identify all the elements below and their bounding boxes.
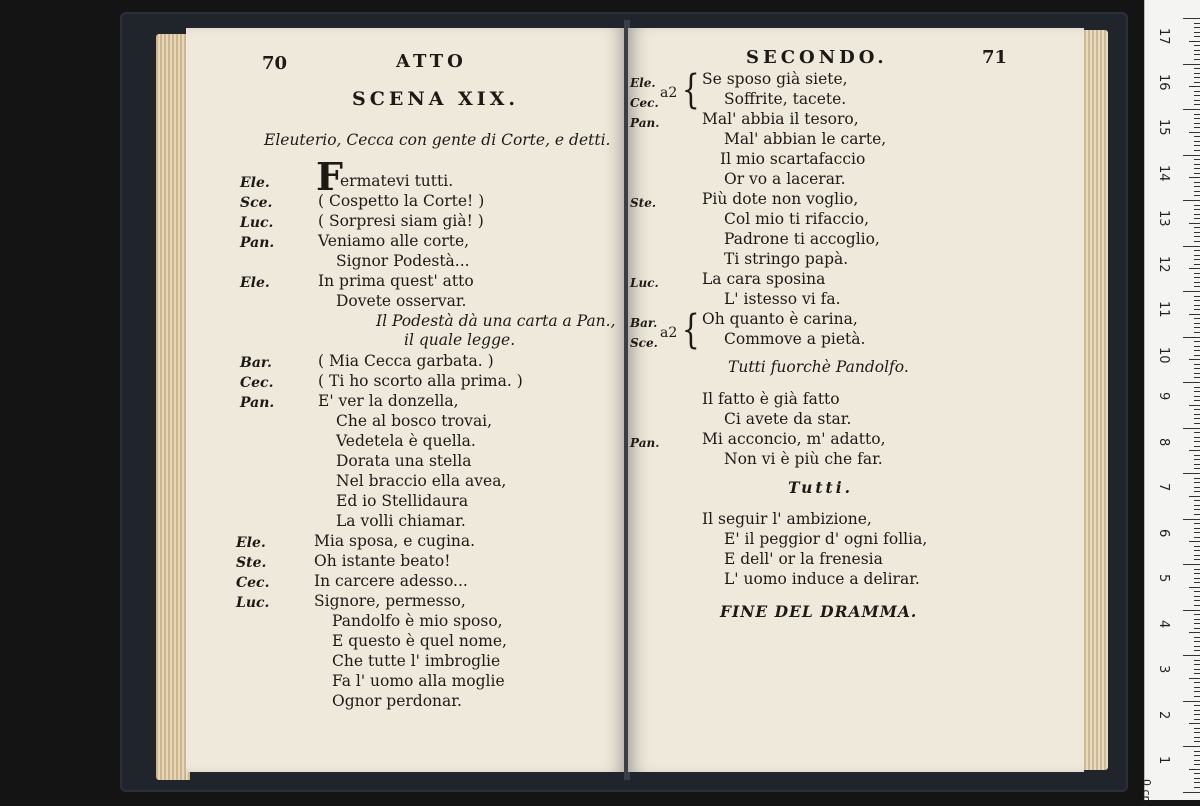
ruler-tick bbox=[1194, 446, 1200, 447]
ruler-tick bbox=[1183, 18, 1200, 19]
ruler-tick bbox=[1194, 619, 1200, 620]
ruler-tick bbox=[1194, 555, 1200, 556]
verse-line: Pandolfo è mio sposo, bbox=[332, 612, 503, 630]
verse-line: ( Sorpresi siam già! ) bbox=[318, 212, 484, 230]
verse-line: E' ver la donzella, bbox=[318, 392, 459, 410]
ruler-tick bbox=[1189, 541, 1200, 542]
ruler-tick bbox=[1194, 91, 1200, 92]
verse-line: Nel braccio ella avea, bbox=[336, 472, 507, 490]
ruler-tick bbox=[1194, 423, 1200, 424]
ruler-tick bbox=[1194, 68, 1200, 69]
ruler-tick bbox=[1194, 373, 1200, 374]
page-number: 71 bbox=[982, 47, 1008, 68]
ruler-tick bbox=[1189, 678, 1200, 679]
verse-line: Mal' abbian le carte, bbox=[724, 130, 887, 148]
ruler-tick bbox=[1194, 355, 1200, 356]
ruler-number: 11 bbox=[1156, 301, 1171, 318]
ruler-tick bbox=[1194, 391, 1200, 392]
ruler-tick bbox=[1189, 405, 1200, 406]
verse-line: Che al bosco trovai, bbox=[336, 412, 493, 430]
speaker: Sce. bbox=[630, 336, 658, 350]
ruler-tick bbox=[1194, 509, 1200, 510]
ruler-tick bbox=[1194, 710, 1200, 711]
verse-line: Oh istante beato! bbox=[314, 552, 451, 570]
ruler-tick bbox=[1194, 241, 1200, 242]
ruler-tick bbox=[1194, 273, 1200, 274]
verse-line: Ed io Stellidaura bbox=[336, 492, 469, 510]
ruler-tick bbox=[1194, 32, 1200, 33]
verse-line: Dovete osservar. bbox=[336, 292, 467, 310]
ruler-tick bbox=[1194, 673, 1200, 674]
ruler-tick bbox=[1194, 159, 1200, 160]
brace: { bbox=[681, 67, 700, 113]
ruler-tick bbox=[1189, 41, 1200, 42]
ruler-tick bbox=[1194, 346, 1200, 347]
ruler-tick bbox=[1194, 491, 1200, 492]
verse-line: L' istesso vi fa. bbox=[724, 290, 841, 308]
ruler-tick bbox=[1194, 600, 1200, 601]
ruler-tick bbox=[1194, 232, 1200, 233]
ruler-tick bbox=[1194, 505, 1200, 506]
verse-line: ( Mia Cecca garbata. ) bbox=[318, 352, 494, 370]
ruler-number: 16 bbox=[1156, 73, 1171, 91]
ruler-tick bbox=[1194, 95, 1200, 96]
ruler-tick bbox=[1189, 177, 1200, 178]
ruler-tick bbox=[1194, 637, 1200, 638]
ruler-tick bbox=[1194, 23, 1200, 24]
ruler-tick bbox=[1194, 573, 1200, 574]
ruler-tick bbox=[1194, 368, 1200, 369]
ruler-tick bbox=[1183, 655, 1200, 656]
ruler-tick bbox=[1194, 628, 1200, 629]
scene-title: SCENA XIX. bbox=[352, 88, 520, 110]
verse-line: Ti stringo papà. bbox=[724, 250, 849, 268]
verse-line: Che tutte l' imbroglie bbox=[332, 652, 501, 670]
ruler-tick bbox=[1183, 746, 1200, 747]
verse-line: Or vo a lacerar. bbox=[724, 170, 846, 188]
verse-line: Col mio ti rifaccio, bbox=[724, 210, 870, 228]
ruler-tick bbox=[1194, 127, 1200, 128]
speaker: Pan. bbox=[630, 436, 660, 450]
ruler-tick bbox=[1194, 332, 1200, 333]
ruler-number: 14 bbox=[1156, 164, 1171, 182]
ruler-tick bbox=[1194, 214, 1200, 215]
ruler-tick bbox=[1194, 164, 1200, 165]
ruler-tick bbox=[1194, 409, 1200, 410]
ruler-tick bbox=[1194, 741, 1200, 742]
ruler-tick bbox=[1194, 732, 1200, 733]
speaker: Sce. bbox=[240, 195, 273, 211]
ruler-tick bbox=[1194, 45, 1200, 46]
drop-cap: F bbox=[316, 154, 343, 199]
ruler-tick bbox=[1194, 669, 1200, 670]
ruler-tick bbox=[1194, 323, 1200, 324]
stage-direction: il quale legge. bbox=[404, 331, 516, 349]
ruler-tick bbox=[1194, 782, 1200, 783]
ruler-tick bbox=[1194, 751, 1200, 752]
ruler-tick bbox=[1194, 459, 1200, 460]
running-head: ATTO bbox=[396, 51, 467, 72]
measuring-ruler bbox=[1140, 0, 1200, 806]
ruler-tick bbox=[1194, 318, 1200, 319]
verse-line: Non vi è più che far. bbox=[724, 450, 883, 468]
ruler-tick bbox=[1194, 487, 1200, 488]
speaker: Ele. bbox=[236, 535, 266, 551]
ruler-number: 4 bbox=[1156, 619, 1171, 628]
ruler-tick bbox=[1194, 309, 1200, 310]
ruler-tick bbox=[1194, 650, 1200, 651]
ruler-tick bbox=[1194, 282, 1200, 283]
speaker: Luc. bbox=[240, 215, 274, 231]
ruler-tick bbox=[1194, 364, 1200, 365]
ruler-tick bbox=[1189, 359, 1200, 360]
ruler-tick bbox=[1194, 569, 1200, 570]
ruler-tick bbox=[1194, 59, 1200, 60]
verse-line: ( Ti ho scorto alla prima. ) bbox=[318, 372, 523, 390]
verse-line: Signore, permesso, bbox=[314, 592, 466, 610]
ruler-tick bbox=[1183, 109, 1200, 110]
ruler-tick bbox=[1183, 792, 1200, 793]
ruler-tick bbox=[1194, 523, 1200, 524]
speaker: Bar. bbox=[240, 355, 272, 371]
ruler-tick bbox=[1183, 382, 1200, 383]
ruler-tick bbox=[1189, 314, 1200, 315]
ruler-tick bbox=[1194, 582, 1200, 583]
ruler-tick bbox=[1194, 596, 1200, 597]
verse-line: Veniamo alle corte, bbox=[318, 232, 470, 250]
verse-line: Soffrite, tacete. bbox=[724, 90, 847, 108]
ruler-tick bbox=[1194, 591, 1200, 592]
end-title: FINE DEL DRAMMA. bbox=[720, 602, 918, 621]
ruler-number: 8 bbox=[1156, 437, 1171, 446]
ruler-number: 5 bbox=[1156, 574, 1171, 583]
ruler-tick bbox=[1189, 450, 1200, 451]
ruler-tick bbox=[1194, 719, 1200, 720]
ruler-tick bbox=[1194, 455, 1200, 456]
ruler-tick bbox=[1194, 150, 1200, 151]
ruler-number: 2 bbox=[1156, 710, 1171, 719]
verse-line: L' uomo induce a delirar. bbox=[724, 570, 920, 588]
ruler-tick bbox=[1194, 687, 1200, 688]
verse-line: ermatevi tutti. bbox=[340, 172, 454, 190]
ruler-tick bbox=[1194, 218, 1200, 219]
page-edges-left bbox=[156, 34, 190, 780]
ruler-tick bbox=[1194, 482, 1200, 483]
verse-line: E' il peggior d' ogni follia, bbox=[724, 530, 928, 548]
ruler-tick bbox=[1194, 478, 1200, 479]
ruler-tick bbox=[1189, 496, 1200, 497]
ruler-tick bbox=[1194, 236, 1200, 237]
ruler-tick bbox=[1194, 550, 1200, 551]
ruler-number: 6 bbox=[1156, 528, 1171, 537]
verse-line: Signor Podestà... bbox=[336, 252, 470, 270]
ruler-tick bbox=[1194, 387, 1200, 388]
verse-line: Padrone ti accoglio, bbox=[724, 230, 880, 248]
ruler-unit: 0 cm bbox=[1140, 779, 1153, 806]
ruler-tick bbox=[1183, 701, 1200, 702]
ruler-number: 12 bbox=[1156, 255, 1171, 273]
ruler-tick bbox=[1194, 760, 1200, 761]
ruler-tick bbox=[1194, 277, 1200, 278]
ruler-tick bbox=[1194, 778, 1200, 779]
ruler-tick bbox=[1194, 614, 1200, 615]
verse-line: ( Cospetto la Corte! ) bbox=[318, 192, 485, 210]
page-edges-right bbox=[1082, 30, 1108, 770]
ruler-tick bbox=[1194, 514, 1200, 515]
ruler-tick bbox=[1194, 73, 1200, 74]
speaker: Ele. bbox=[240, 275, 270, 291]
ruler-tick bbox=[1194, 764, 1200, 765]
ruler-tick bbox=[1194, 737, 1200, 738]
ruler-tick bbox=[1194, 641, 1200, 642]
ruler-tick bbox=[1194, 537, 1200, 538]
ruler-tick bbox=[1194, 528, 1200, 529]
verse-line: Il mio scartafaccio bbox=[720, 150, 866, 168]
ruler-tick bbox=[1194, 714, 1200, 715]
speaker: Pan. bbox=[240, 235, 275, 251]
stage-direction: Il Podestà dà una carta a Pan., bbox=[376, 312, 616, 330]
ruler-tick bbox=[1194, 205, 1200, 206]
ruler-number: 10 bbox=[1156, 346, 1171, 364]
ruler-tick bbox=[1194, 696, 1200, 697]
ruler-tick bbox=[1194, 341, 1200, 342]
stage-direction: Tutti. bbox=[788, 478, 853, 497]
ruler-tick bbox=[1194, 118, 1200, 119]
ruler-number: 1 bbox=[1156, 756, 1171, 765]
page-number: 70 bbox=[262, 53, 288, 74]
ruler-tick bbox=[1194, 532, 1200, 533]
verse-line: La cara sposina bbox=[702, 270, 826, 288]
ruler-tick bbox=[1194, 646, 1200, 647]
ruler-tick bbox=[1194, 414, 1200, 415]
verse-line: E dell' or la frenesia bbox=[724, 550, 883, 568]
ruler-tick bbox=[1194, 82, 1200, 83]
ruler-tick bbox=[1183, 246, 1200, 247]
verse-line: Dorata una stella bbox=[336, 452, 472, 470]
ruler-tick bbox=[1194, 191, 1200, 192]
stage-direction: Tutti fuorchè Pandolfo. bbox=[728, 358, 909, 376]
speaker: Ele. bbox=[240, 175, 270, 191]
verse-line: Fa l' uomo alla moglie bbox=[332, 672, 505, 690]
ruler-tick bbox=[1194, 660, 1200, 661]
a2-label: a2 bbox=[660, 85, 678, 101]
ruler-tick bbox=[1189, 632, 1200, 633]
speaker: Luc. bbox=[236, 595, 270, 611]
ruler-tick bbox=[1194, 136, 1200, 137]
ruler-number: 17 bbox=[1156, 28, 1171, 45]
ruler-tick bbox=[1183, 155, 1200, 156]
ruler-tick bbox=[1183, 291, 1200, 292]
verse-line: Commove a pietà. bbox=[724, 330, 866, 348]
ruler-tick bbox=[1189, 223, 1200, 224]
ruler-tick bbox=[1189, 587, 1200, 588]
speaker: Luc. bbox=[630, 276, 659, 290]
ruler-tick bbox=[1194, 605, 1200, 606]
ruler-tick bbox=[1194, 104, 1200, 105]
ruler-tick bbox=[1194, 100, 1200, 101]
ruler-tick bbox=[1194, 705, 1200, 706]
ruler-tick bbox=[1194, 327, 1200, 328]
ruler-tick bbox=[1194, 500, 1200, 501]
ruler-tick bbox=[1183, 519, 1200, 520]
ruler-tick bbox=[1194, 578, 1200, 579]
ruler-tick bbox=[1194, 664, 1200, 665]
ruler-tick bbox=[1183, 564, 1200, 565]
verse-line: La volli chiamar. bbox=[336, 512, 466, 530]
ruler-tick bbox=[1189, 769, 1200, 770]
ruler-tick bbox=[1194, 227, 1200, 228]
verse-line: In carcere adesso... bbox=[314, 572, 468, 590]
ruler-tick bbox=[1194, 36, 1200, 37]
speaker: Cec. bbox=[630, 96, 659, 110]
verse-line: Ci avete da star. bbox=[724, 410, 852, 428]
a2-label: a2 bbox=[660, 325, 678, 341]
ruler-tick bbox=[1194, 123, 1200, 124]
ruler-tick bbox=[1194, 250, 1200, 251]
ruler-number: 9 bbox=[1156, 392, 1171, 401]
ruler-tick bbox=[1194, 773, 1200, 774]
ruler-tick bbox=[1183, 610, 1200, 611]
ruler-tick bbox=[1194, 77, 1200, 78]
ruler-number: 7 bbox=[1156, 483, 1171, 492]
ruler-tick bbox=[1194, 300, 1200, 301]
speaker: Bar. bbox=[630, 316, 658, 330]
ruler-tick bbox=[1194, 691, 1200, 692]
ruler-tick bbox=[1183, 200, 1200, 201]
ruler-tick bbox=[1194, 173, 1200, 174]
verse-line: Se sposo già siete, bbox=[702, 70, 848, 88]
ruler-tick bbox=[1183, 473, 1200, 474]
ruler-tick bbox=[1194, 755, 1200, 756]
stage-direction: Eleuterio, Cecca con gente di Corte, e detti. bbox=[264, 131, 611, 149]
ruler-tick bbox=[1194, 464, 1200, 465]
verse-line: In prima quest' atto bbox=[318, 272, 474, 290]
ruler-tick bbox=[1183, 428, 1200, 429]
ruler-tick bbox=[1183, 64, 1200, 65]
verse-line: Vedetela è quella. bbox=[336, 432, 476, 450]
verse-line: Più dote non voglio, bbox=[702, 190, 859, 208]
verse-line: Mia sposa, e cugina. bbox=[314, 532, 476, 550]
speaker: Ele. bbox=[630, 76, 656, 90]
ruler-tick bbox=[1194, 350, 1200, 351]
ruler-tick bbox=[1194, 418, 1200, 419]
ruler-tick bbox=[1194, 186, 1200, 187]
ruler-tick bbox=[1194, 468, 1200, 469]
ruler-tick bbox=[1194, 296, 1200, 297]
ruler-tick bbox=[1194, 559, 1200, 560]
left-page bbox=[186, 28, 626, 772]
ruler-tick bbox=[1189, 268, 1200, 269]
ruler-tick bbox=[1194, 195, 1200, 196]
ruler-tick bbox=[1194, 305, 1200, 306]
verse-line: Mi acconcio, m' adatto, bbox=[702, 430, 886, 448]
ruler-tick bbox=[1189, 132, 1200, 133]
brace: { bbox=[681, 307, 700, 353]
speaker: Ste. bbox=[236, 555, 267, 571]
speaker: Cec. bbox=[240, 375, 274, 391]
ruler-tick bbox=[1194, 141, 1200, 142]
verse-line: Il seguir l' ambizione, bbox=[702, 510, 872, 528]
verse-line: Ognor perdonar. bbox=[332, 692, 462, 710]
ruler-tick bbox=[1183, 337, 1200, 338]
speaker: Cec. bbox=[236, 575, 270, 591]
ruler-tick bbox=[1194, 255, 1200, 256]
running-head: SECONDO. bbox=[746, 47, 888, 68]
speaker: Ste. bbox=[630, 196, 657, 210]
ruler-tick bbox=[1194, 437, 1200, 438]
ruler-tick bbox=[1194, 432, 1200, 433]
right-page bbox=[628, 28, 1084, 772]
ruler-tick bbox=[1194, 286, 1200, 287]
ruler-tick bbox=[1194, 377, 1200, 378]
verse-line: Il fatto è già fatto bbox=[702, 390, 840, 408]
ruler-tick bbox=[1189, 86, 1200, 87]
ruler-tick bbox=[1194, 182, 1200, 183]
ruler-tick bbox=[1194, 209, 1200, 210]
ruler-number: 3 bbox=[1156, 665, 1171, 674]
ruler-tick bbox=[1194, 145, 1200, 146]
ruler-tick bbox=[1194, 787, 1200, 788]
ruler-tick bbox=[1194, 114, 1200, 115]
ruler-tick bbox=[1194, 441, 1200, 442]
ruler-tick bbox=[1194, 728, 1200, 729]
ruler-tick bbox=[1194, 400, 1200, 401]
verse-line: E questo è quel nome, bbox=[332, 632, 507, 650]
ruler-tick bbox=[1194, 54, 1200, 55]
ruler-tick bbox=[1194, 623, 1200, 624]
ruler-tick bbox=[1194, 546, 1200, 547]
ruler-tick bbox=[1194, 168, 1200, 169]
ruler-tick bbox=[1194, 27, 1200, 28]
ruler-tick bbox=[1194, 259, 1200, 260]
ruler-tick bbox=[1194, 396, 1200, 397]
ruler-tick bbox=[1194, 264, 1200, 265]
ruler-tick bbox=[1194, 682, 1200, 683]
ruler-number: 13 bbox=[1156, 210, 1171, 227]
verse-line: Oh quanto è carina, bbox=[702, 310, 858, 328]
ruler-number: 15 bbox=[1156, 119, 1171, 136]
ruler-tick bbox=[1194, 50, 1200, 51]
speaker: Pan. bbox=[240, 395, 275, 411]
verse-line: Mal' abbia il tesoro, bbox=[702, 110, 859, 128]
ruler-tick bbox=[1189, 723, 1200, 724]
speaker: Pan. bbox=[630, 116, 660, 130]
